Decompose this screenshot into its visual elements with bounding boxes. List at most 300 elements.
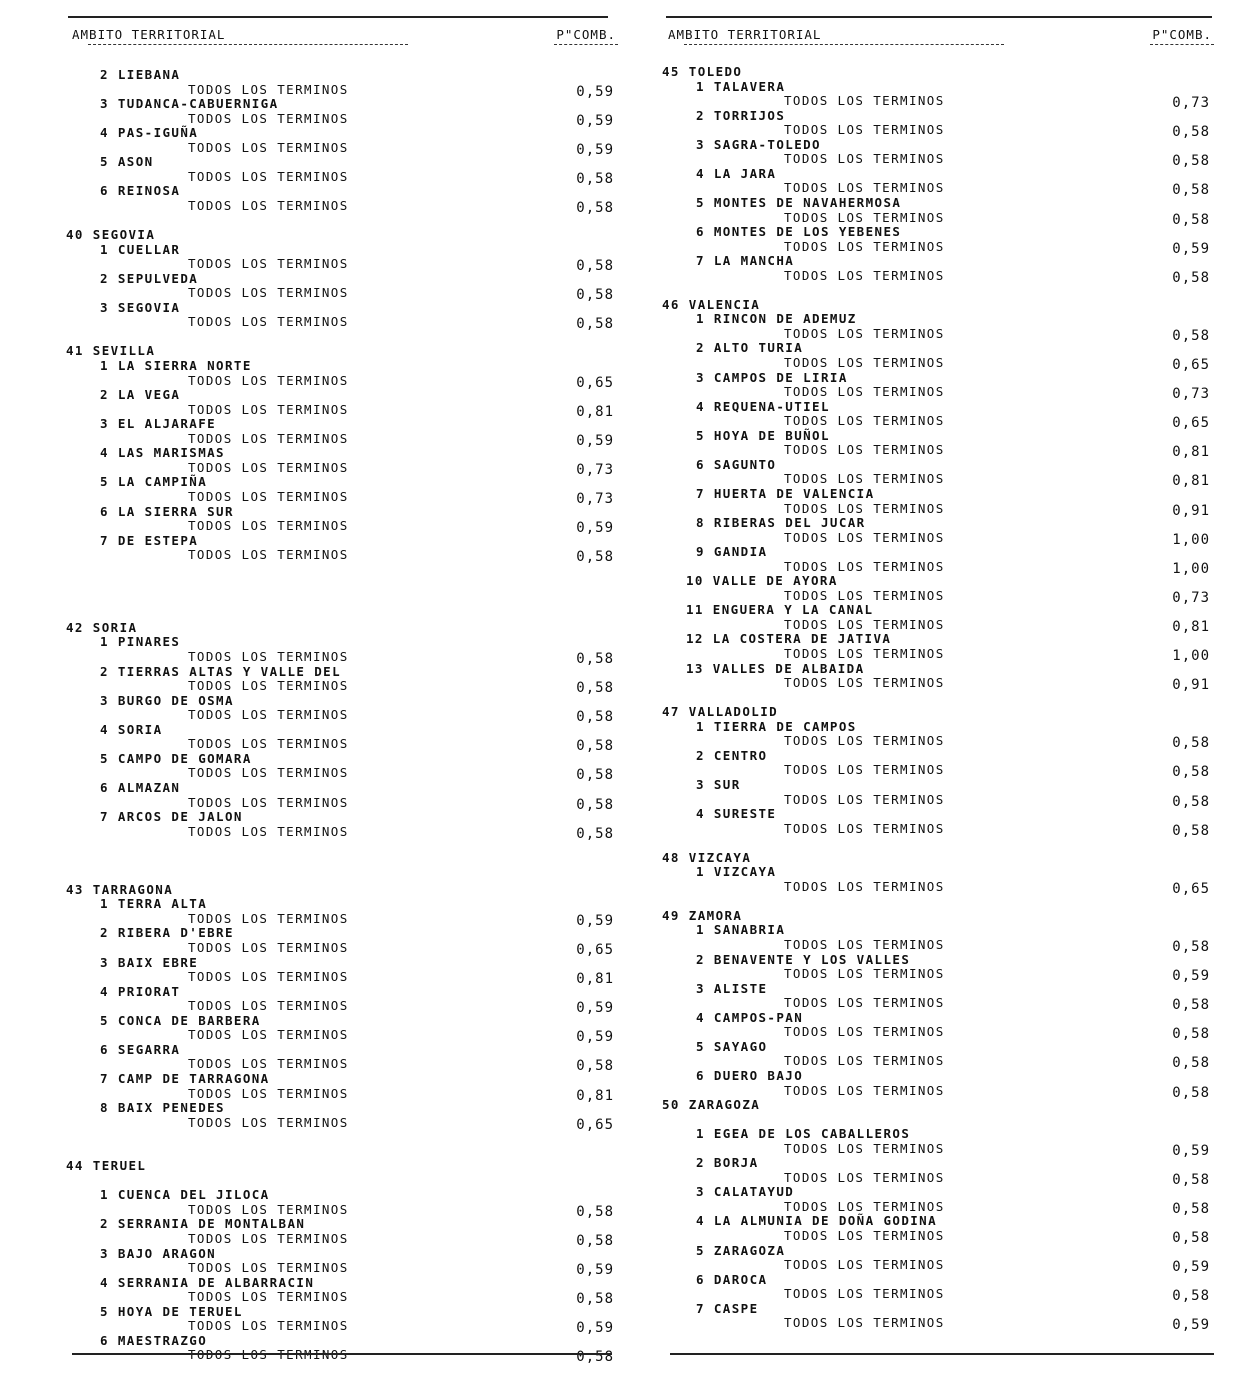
region-name: LA CAMPIÑA <box>117 474 208 490</box>
region-name: SERRANIA DE MONTALBAN <box>117 1216 306 1232</box>
region-number: 3 <box>100 1245 109 1261</box>
province-name: TERUEL <box>92 1158 147 1174</box>
coefficient-value: 0,58 <box>1172 269 1210 286</box>
region-name: VIZCAYA <box>713 864 777 880</box>
term-row <box>658 500 1218 519</box>
term-row <box>658 1198 1218 1217</box>
term-row <box>658 122 1218 141</box>
region-number: 13 <box>686 660 704 676</box>
region-name: BENAVENTE Y LOS VALLES <box>713 951 911 967</box>
coefficient-value: 0,59 <box>576 1262 614 1279</box>
region-heading <box>62 1188 622 1202</box>
region-name: TIERRA DE CAMPOS <box>713 718 857 734</box>
term-label: TODOS LOS TERMINOS <box>188 488 349 504</box>
region-number: 5 <box>696 427 705 443</box>
region-heading <box>62 155 622 169</box>
region-name: SAGRA-TOLEDO <box>713 136 821 152</box>
coefficient-value: 0,65 <box>1172 880 1210 897</box>
region-heading <box>658 254 1218 268</box>
region-name: HUERTA DE VALENCIA <box>713 485 875 501</box>
coefficient-value: 0,59 <box>576 141 614 158</box>
region-number: 8 <box>696 515 705 531</box>
region-number: 11 <box>686 602 704 618</box>
coefficient-value: 0,58 <box>576 1291 614 1308</box>
region-name: ALMAZAN <box>117 779 181 795</box>
region-heading <box>658 312 1218 326</box>
region-name: HOYA DE BUÑOL <box>713 427 830 443</box>
coefficient-value: 0,58 <box>576 796 614 813</box>
region-name: SUR <box>713 776 741 792</box>
province-heading <box>658 1098 1218 1112</box>
region-number: 4 <box>100 1274 109 1290</box>
term-row <box>658 1140 1218 1159</box>
region-heading <box>658 487 1218 501</box>
term-label: TODOS LOS TERMINOS <box>188 285 349 301</box>
term-row <box>62 678 622 697</box>
term-label: TODOS LOS TERMINOS <box>784 500 945 516</box>
coefficient-value: 0,58 <box>1172 182 1210 199</box>
region-name: TUDANCA-CABUERNIGA <box>117 96 279 112</box>
region-heading <box>658 662 1218 676</box>
region-name: ARCOS DE JALON <box>117 809 243 825</box>
region-name: EGEA DE LOS CABALLEROS <box>713 1126 911 1142</box>
term-row <box>658 1286 1218 1305</box>
term-label: TODOS LOS TERMINOS <box>784 238 945 254</box>
region-name: ENGUERA Y LA CANAL <box>712 602 874 618</box>
province-heading <box>62 228 622 242</box>
region-heading <box>62 243 622 257</box>
term-row <box>658 325 1218 344</box>
term-row <box>62 649 622 667</box>
province-name: SORIA <box>92 619 138 635</box>
coefficient-value: 0,58 <box>576 316 614 333</box>
coefficient-value: 0,59 <box>576 432 614 449</box>
region-heading <box>658 574 1218 588</box>
region-number: 7 <box>696 1300 705 1316</box>
coefficient-value: 1,00 <box>1172 648 1210 664</box>
province-heading <box>658 298 1218 312</box>
region-heading <box>62 126 622 140</box>
term-label: TODOS LOS TERMINOS <box>784 616 945 632</box>
region-heading <box>658 807 1218 821</box>
region-number: 6 <box>100 503 109 519</box>
region-name: CENTRO <box>713 747 768 763</box>
province-code: 43 <box>66 881 84 897</box>
region-heading <box>62 985 622 999</box>
coefficient-value: 0,58 <box>576 1233 614 1249</box>
term-row <box>658 93 1218 112</box>
region-name: CUENCA DEL JILOCA <box>117 1187 270 1203</box>
term-row <box>62 285 622 304</box>
region-number: 3 <box>100 954 109 970</box>
term-label: TODOS LOS TERMINOS <box>784 442 945 458</box>
term-label: TODOS LOS TERMINOS <box>188 1201 349 1217</box>
region-name: TORRIJOS <box>713 107 786 123</box>
region-heading <box>62 1247 622 1261</box>
term-label: TODOS LOS TERMINOS <box>784 1140 945 1156</box>
region-name: VALLE DE AYORA <box>712 573 838 589</box>
coefficient-value: 0,59 <box>576 1029 614 1046</box>
region-name: SANABRIA <box>713 922 786 938</box>
coefficient-value: 0,58 <box>1172 764 1210 781</box>
term-row <box>658 995 1218 1014</box>
term-row <box>62 794 622 813</box>
term-row <box>62 1318 622 1337</box>
term-row <box>658 384 1218 403</box>
region-heading <box>658 778 1218 792</box>
region-number: 1 <box>696 718 705 734</box>
coefficient-value: 0,58 <box>576 287 614 304</box>
term-label: TODOS LOS TERMINOS <box>784 1286 945 1302</box>
region-number: 6 <box>100 183 109 199</box>
term-label: TODOS LOS TERMINOS <box>188 430 349 446</box>
region-name: SERRANIA DE ALBARRACIN <box>117 1274 315 1290</box>
coefficient-value: 0,59 <box>1172 1259 1210 1276</box>
coefficient-value: 0,58 <box>1172 327 1210 344</box>
region-name: LIEBANA <box>117 67 181 82</box>
region-number: 8 <box>100 1100 109 1116</box>
header-value-underline <box>1150 44 1214 45</box>
term-row <box>62 256 622 275</box>
term-label: TODOS LOS TERMINOS <box>784 966 945 982</box>
term-label: TODOS LOS TERMINOS <box>188 998 349 1014</box>
term-row <box>658 646 1218 664</box>
region-number: 3 <box>100 692 109 708</box>
term-label: TODOS LOS TERMINOS <box>784 937 945 952</box>
coefficient-value: 0,58 <box>576 738 614 755</box>
top-rule <box>666 16 1212 18</box>
region-name: SEGARRA <box>117 1041 181 1057</box>
region-heading <box>658 458 1218 472</box>
region-name: CAMPOS DE LIRIA <box>713 369 848 385</box>
coefficient-value: 0,59 <box>576 1320 614 1337</box>
region-number: 3 <box>696 1184 705 1200</box>
region-heading <box>62 1014 622 1028</box>
term-label: TODOS LOS TERMINOS <box>784 995 945 1011</box>
region-name: REQUENA-UTIEL <box>713 398 830 414</box>
region-heading <box>658 749 1218 763</box>
region-number: 7 <box>100 809 109 825</box>
region-name: SEPULVEDA <box>117 270 199 286</box>
term-label: TODOS LOS TERMINOS <box>784 587 945 603</box>
coefficient-value: 0,58 <box>1172 211 1210 228</box>
coefficient-value: 0,58 <box>1172 1055 1210 1072</box>
term-row <box>62 1114 622 1133</box>
term-row <box>62 969 622 988</box>
term-label: TODOS LOS TERMINOS <box>188 1114 349 1130</box>
province-code: 45 <box>662 64 680 79</box>
term-label: TODOS LOS TERMINOS <box>784 1169 945 1185</box>
region-heading <box>658 1185 1218 1199</box>
coefficient-value: 0,58 <box>576 170 614 187</box>
region-heading <box>62 1101 622 1115</box>
region-number: 1 <box>696 1126 705 1142</box>
term-label: TODOS LOS TERMINOS <box>188 459 349 475</box>
region-name: MONTES DE NAVAHERMOSA <box>713 194 902 210</box>
region-heading <box>62 1043 622 1057</box>
region-name: TALAVERA <box>713 78 786 94</box>
region-number: 1 <box>696 311 705 327</box>
region-name: RIBERAS DEL JUCAR <box>713 515 866 531</box>
region-heading <box>62 1276 622 1290</box>
term-label: TODOS LOS TERMINOS <box>784 471 945 487</box>
region-heading <box>62 665 622 679</box>
term-row <box>658 675 1218 694</box>
province-name: VALENCIA <box>688 296 761 312</box>
bottom-rule <box>72 1353 612 1355</box>
region-name: BORJA <box>713 1155 759 1171</box>
province-name: TOLEDO <box>688 64 743 79</box>
term-row <box>62 1201 622 1220</box>
region-number: 2 <box>100 1216 109 1232</box>
term-label: TODOS LOS TERMINOS <box>784 180 945 196</box>
region-name: CAMP DE TARRAGONA <box>117 1070 270 1086</box>
region-name: ZARAGOZA <box>713 1242 786 1258</box>
province-code: 47 <box>662 704 680 720</box>
region-number: 5 <box>696 1242 705 1258</box>
region-number: 5 <box>100 750 109 766</box>
region-heading <box>658 1156 1218 1170</box>
term-row <box>658 820 1218 839</box>
region-number: 4 <box>100 445 109 461</box>
coefficient-value: 0,58 <box>576 258 614 275</box>
coefficient-value: 0,58 <box>1172 1171 1210 1188</box>
coefficient-value: 0,73 <box>1172 386 1210 403</box>
province-code: 44 <box>66 1158 84 1174</box>
region-number: 1 <box>696 864 705 880</box>
province-heading <box>62 1159 622 1173</box>
region-number: 4 <box>696 165 705 181</box>
region-number: 2 <box>696 747 705 763</box>
term-label: TODOS LOS TERMINOS <box>188 518 349 534</box>
term-label: TODOS LOS TERMINOS <box>188 940 349 955</box>
term-row <box>62 372 622 391</box>
region-heading <box>62 956 622 970</box>
coefficient-value: 1,00 <box>1172 560 1210 577</box>
term-label: TODOS LOS TERMINOS <box>188 823 349 839</box>
region-name: CAMPOS-PAN <box>713 1009 804 1025</box>
region-number: 7 <box>100 532 109 548</box>
region-name: TERRA ALTA <box>117 896 208 912</box>
province-code: 46 <box>662 296 680 312</box>
term-row <box>62 1231 622 1249</box>
coefficient-value: 0,58 <box>576 1203 614 1220</box>
province-heading <box>658 65 1218 79</box>
term-row <box>658 937 1218 955</box>
region-name: BAJO ARAGON <box>117 1245 217 1261</box>
term-label: TODOS LOS TERMINOS <box>188 649 349 664</box>
term-label: TODOS LOS TERMINOS <box>188 372 349 388</box>
region-number: 6 <box>696 224 705 240</box>
region-name: GANDIA <box>713 544 768 560</box>
region-number: 12 <box>686 631 704 647</box>
province-name: VIZCAYA <box>688 849 752 865</box>
province-code: 48 <box>662 849 680 865</box>
term-label: TODOS LOS TERMINOS <box>784 413 945 429</box>
region-name: BAIX EBRE <box>117 954 199 970</box>
region-heading <box>658 109 1218 123</box>
term-label: TODOS LOS TERMINOS <box>784 151 945 167</box>
term-label: TODOS LOS TERMINOS <box>784 558 945 574</box>
term-row <box>62 940 622 958</box>
region-name: ALISTE <box>713 980 768 996</box>
term-row <box>658 413 1218 432</box>
coefficient-value: 0,59 <box>576 912 614 929</box>
region-number: 4 <box>100 983 109 999</box>
region-name: ASON <box>117 154 154 170</box>
region-number: 3 <box>696 369 705 385</box>
region-number: 1 <box>100 1187 109 1203</box>
region-heading <box>62 505 622 519</box>
coefficient-value: 1,00 <box>1172 531 1210 548</box>
term-row <box>658 1169 1218 1188</box>
region-name: EL ALJARAFE <box>117 416 217 432</box>
term-row <box>62 707 622 726</box>
term-row <box>658 151 1218 170</box>
term-label: TODOS LOS TERMINOS <box>784 1315 945 1331</box>
coefficient-value: 0,81 <box>1172 473 1210 490</box>
term-row <box>658 442 1218 461</box>
term-row <box>62 765 622 784</box>
region-name: CALATAYUD <box>713 1184 795 1200</box>
region-heading <box>62 1305 622 1319</box>
region-heading <box>658 603 1218 617</box>
term-label: TODOS LOS TERMINOS <box>188 1085 349 1101</box>
term-row <box>62 1347 622 1366</box>
region-number: 2 <box>696 107 705 123</box>
region-name: DUERO BAJO <box>713 1067 804 1083</box>
term-row <box>658 1082 1218 1101</box>
coefficient-value: 0,58 <box>1172 1288 1210 1305</box>
term-row <box>62 547 622 566</box>
region-number: 3 <box>100 96 109 112</box>
region-heading <box>658 371 1218 385</box>
region-heading <box>658 1214 1218 1228</box>
region-heading <box>658 1302 1218 1316</box>
region-name: PRIORAT <box>117 983 181 999</box>
region-name: LA MANCHA <box>713 253 795 269</box>
region-name: LA SIERRA NORTE <box>117 358 252 373</box>
region-heading <box>658 341 1218 355</box>
region-number: 4 <box>100 721 109 737</box>
region-number: 3 <box>696 776 705 792</box>
region-heading <box>62 1334 622 1348</box>
term-label: TODOS LOS TERMINOS <box>784 1053 945 1069</box>
term-label: TODOS LOS TERMINOS <box>188 736 349 752</box>
province-heading <box>658 851 1218 865</box>
coefficient-value: 0,91 <box>1172 502 1210 519</box>
term-row <box>658 966 1218 985</box>
province-code: 41 <box>66 343 84 359</box>
region-name: RINCON DE ADEMUZ <box>713 311 857 327</box>
term-label: TODOS LOS TERMINOS <box>784 1082 945 1098</box>
region-number: 3 <box>100 299 109 315</box>
term-label: TODOS LOS TERMINOS <box>188 765 349 781</box>
coefficient-value: 0,81 <box>1172 444 1210 461</box>
region-number: 5 <box>100 1303 109 1319</box>
province-heading <box>658 909 1218 923</box>
coefficient-value: 0,58 <box>1172 735 1210 752</box>
region-heading <box>658 80 1218 94</box>
term-label: TODOS LOS TERMINOS <box>784 762 945 778</box>
province-heading <box>658 705 1218 719</box>
term-label: TODOS LOS TERMINOS <box>784 384 945 400</box>
region-number: 6 <box>100 1041 109 1057</box>
term-row <box>62 110 622 129</box>
coefficient-value: 0,58 <box>576 767 614 784</box>
province-name: VALLADOLID <box>688 704 779 720</box>
term-row <box>62 430 622 449</box>
term-row <box>62 81 622 100</box>
term-row <box>658 791 1218 810</box>
region-heading <box>62 97 622 111</box>
region-heading <box>658 1069 1218 1083</box>
region-name: BURGO DE OSMA <box>117 692 234 708</box>
coefficient-value: 0,58 <box>1172 1230 1210 1246</box>
term-label: TODOS LOS TERMINOS <box>784 1257 945 1273</box>
region-heading <box>62 359 622 373</box>
region-name: TIERRAS ALTAS Y VALLE DEL <box>117 663 342 679</box>
coefficient-value: 0,58 <box>1172 153 1210 170</box>
region-heading <box>658 429 1218 443</box>
term-row <box>658 529 1218 548</box>
region-heading <box>62 417 622 431</box>
region-heading <box>62 475 622 489</box>
region-name: PINARES <box>117 634 181 650</box>
term-row <box>658 878 1218 897</box>
region-number: 4 <box>696 806 705 822</box>
coefficient-value: 0,58 <box>576 1058 614 1075</box>
region-number: 2 <box>696 340 705 356</box>
region-heading <box>658 545 1218 559</box>
region-number: 2 <box>100 67 109 82</box>
coefficient-value: 0,59 <box>1172 1317 1210 1334</box>
region-number: 1 <box>100 358 109 373</box>
header-value-label: P"COMB. <box>556 27 616 42</box>
region-number: 6 <box>696 1271 705 1287</box>
region-number: 2 <box>696 1155 705 1171</box>
term-label: TODOS LOS TERMINOS <box>784 529 945 545</box>
term-row <box>658 616 1218 635</box>
region-name: LA COSTERA DE JATIVA <box>712 631 892 647</box>
term-row <box>62 488 622 507</box>
region-number: 7 <box>100 1070 109 1086</box>
term-label: TODOS LOS TERMINOS <box>784 1228 945 1243</box>
region-heading <box>62 926 622 940</box>
region-heading <box>658 982 1218 996</box>
province-name: SEVILLA <box>92 343 156 359</box>
coefficient-value: 0,73 <box>1172 95 1210 112</box>
region-heading <box>62 534 622 548</box>
region-number: 2 <box>100 387 109 403</box>
term-label: TODOS LOS TERMINOS <box>784 122 945 138</box>
region-heading <box>658 400 1218 414</box>
term-row <box>658 762 1218 781</box>
region-number: 2 <box>100 925 109 941</box>
coefficient-value: 0,59 <box>576 520 614 537</box>
coefficient-value: 0,65 <box>576 1116 614 1133</box>
term-label: TODOS LOS TERMINOS <box>188 969 349 985</box>
region-name: SAGUNTO <box>713 456 777 472</box>
term-label: TODOS LOS TERMINOS <box>188 401 349 417</box>
term-row <box>62 459 622 478</box>
term-row <box>62 168 622 187</box>
region-heading <box>658 923 1218 937</box>
term-label: TODOS LOS TERMINOS <box>784 1198 945 1214</box>
region-number: 2 <box>100 270 109 286</box>
region-number: 5 <box>696 194 705 210</box>
region-name: LA ALMUNIA DE DOÑA GODINA <box>713 1213 938 1229</box>
